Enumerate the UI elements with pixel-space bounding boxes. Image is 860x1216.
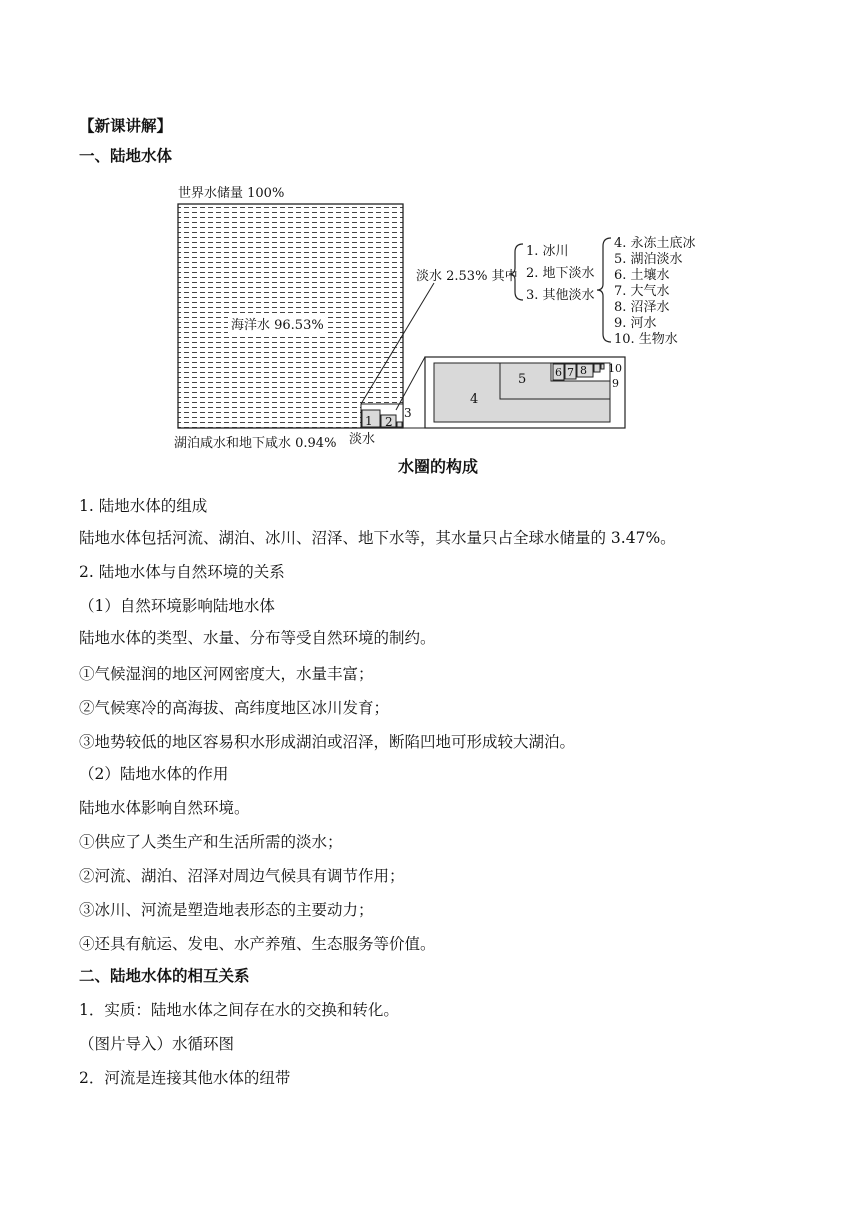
- box-number-6: 6: [555, 366, 562, 379]
- level2-item-7: 7. 大气水: [614, 284, 670, 299]
- heading-land-water: 一、陆地水体: [79, 146, 173, 165]
- world-total-label: 世界水储量 100%: [178, 186, 285, 201]
- level1-item-1: 1. 冰川: [526, 244, 569, 259]
- p1-text: 陆地水体包括河流、湖泊、冰川、沼泽、地下水等，其水量只占全球水储量的 3.47%。: [79, 529, 676, 547]
- section-header: 【新课讲解】: [79, 116, 173, 135]
- hydrosphere-figure: [0, 0, 860, 490]
- p2-sub1-item-3: ③地势较低的地区容易积水形成湖泊或沼泽，断陷凹地可形成较大湖泊。: [79, 733, 576, 751]
- p2-sub2-item-4: ④还具有航运、发电、水产养殖、生态服务等价值。: [79, 935, 436, 953]
- box-number-10: 10: [608, 362, 622, 375]
- level1-item-2: 2. 地下淡水: [526, 266, 595, 281]
- s2-item-1: 1．实质：陆地水体之间存在水的交换和转化。: [79, 1001, 399, 1019]
- box-number-1: 1: [365, 414, 373, 428]
- level2-item-9: 9. 河水: [614, 316, 657, 331]
- level2-item-4: 4. 永冻土底冰: [614, 236, 696, 251]
- level2-item-6: 6. 土壤水: [614, 268, 670, 283]
- s2-image-note: （图片导入）水循环图: [79, 1035, 235, 1053]
- level2-item-10: 10. 生物水: [614, 332, 678, 347]
- box-number-3: 3: [404, 406, 412, 420]
- p2-sub1-item-1: ①气候湿润的地区河网密度大，水量丰富；: [79, 665, 374, 683]
- freshwater-label: 淡水 2.53% 其中: [416, 269, 518, 284]
- box-number-4: 4: [470, 392, 479, 407]
- level2-item-5: 5. 湖泊淡水: [614, 252, 683, 267]
- freshwater-short-label: 淡水: [349, 432, 376, 447]
- level2-item-8: 8. 沼泽水: [614, 300, 670, 315]
- p2-sub2-text: 陆地水体影响自然环境。: [79, 799, 250, 817]
- p2-sub2-heading: （2）陆地水体的作用: [79, 765, 229, 783]
- box-number-7: 7: [567, 366, 574, 379]
- figure-caption: 水圈的构成: [398, 457, 479, 476]
- level1-item-3: 3. 其他淡水: [526, 288, 595, 303]
- box-number-5: 5: [518, 372, 527, 387]
- saline-label: 湖泊咸水和地下咸水 0.94%: [174, 436, 337, 451]
- p2-sub1-heading: （1）自然环境影响陆地水体: [79, 597, 275, 615]
- ocean-label: 海洋水 96.53%: [231, 318, 324, 333]
- p2-sub2-item-3: ③冰川、河流是塑造地表形态的主要动力；: [79, 901, 374, 919]
- p1-title: 1. 陆地水体的组成: [79, 497, 208, 515]
- heading-interrelations: 二、陆地水体的相互关系: [79, 966, 250, 985]
- p2-sub1-item-2: ②气候寒冷的高海拔、高纬度地区冰川发育；: [79, 699, 390, 717]
- p2-sub2-item-2: ②河流、湖泊、沼泽对周边气候具有调节作用；: [79, 867, 405, 885]
- p2-title: 2. 陆地水体与自然环境的关系: [79, 563, 285, 581]
- box-number-2: 2: [385, 415, 393, 429]
- p2-sub1-text: 陆地水体的类型、水量、分布等受自然环境的制约。: [79, 629, 436, 647]
- box-number-9: 9: [612, 377, 619, 390]
- brace-level2: [597, 238, 611, 342]
- p2-sub2-item-1: ①供应了人类生产和生活所需的淡水；: [79, 833, 343, 851]
- box-number-8: 8: [580, 364, 587, 377]
- s2-item-2: 2．河流是连接其他水体的纽带: [79, 1069, 291, 1087]
